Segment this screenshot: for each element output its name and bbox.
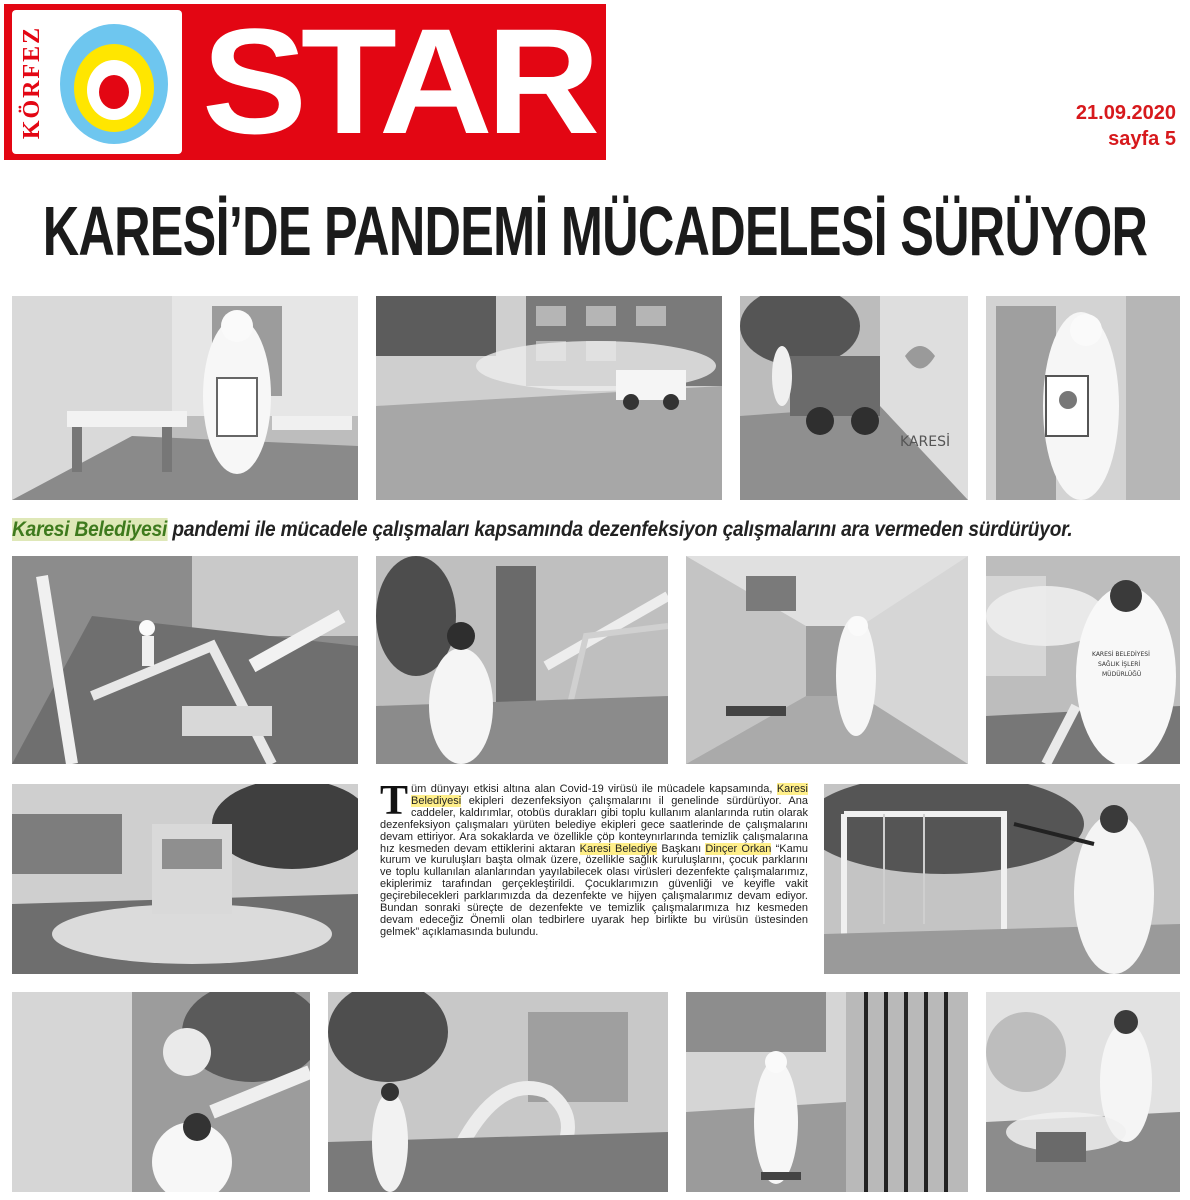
caption-highlight: Karesi Belediyesi bbox=[12, 518, 168, 541]
article-text-1: üm dünyayı etkisi altına alan Covid-19 virüsü ile mücadele kapsamında, bbox=[411, 783, 777, 795]
issue-date: 21.09.2020 bbox=[1075, 102, 1176, 124]
photo-street-spraying bbox=[376, 296, 722, 500]
article-highlight-2: Karesi Belediye bbox=[579, 842, 658, 855]
photo-truck-spraying bbox=[740, 296, 968, 500]
article-highlight-3: Dinçer Orkan bbox=[705, 842, 772, 855]
vest-text-line2: SAĞLIK İŞLERİ bbox=[1098, 661, 1141, 668]
photo-restroom-disinfection bbox=[986, 296, 1180, 500]
masthead-brand: STAR bbox=[202, 0, 594, 165]
photo-corridor-disinfection bbox=[686, 556, 968, 764]
photo-wall-sign-text: KARESİ bbox=[900, 434, 951, 450]
masthead-banner bbox=[4, 0, 606, 165]
photo-playground-spiral-slide bbox=[328, 992, 668, 1192]
logo-egg-icon bbox=[54, 18, 174, 146]
photo-fence-spraying bbox=[686, 992, 968, 1192]
masthead-vertical-brand: KÖRFEZ bbox=[19, 25, 46, 139]
issue-page: sayfa 5 bbox=[1108, 128, 1176, 150]
photo-staff-vest bbox=[986, 556, 1180, 764]
article-body bbox=[380, 778, 808, 939]
photo-playground-worker bbox=[376, 556, 668, 764]
photo-caption bbox=[12, 518, 1077, 542]
vest-text-line3: MÜDÜRLÜĞÜ bbox=[1102, 671, 1142, 678]
photo-water-truck bbox=[12, 784, 358, 974]
article-highlight-1: Karesi Belediyesi bbox=[411, 783, 808, 807]
photo-exercise-equipment bbox=[986, 992, 1180, 1192]
photo-office-disinfection bbox=[12, 296, 358, 500]
headline-text: KARESİ’DE PANDEMİ MÜCADELESİ SÜRÜYOR bbox=[42, 192, 1148, 270]
caption-text: pandemi ile mücadele çalışmaları kapsamında dezenfeksiyon çalışmalarını ara vermeden sürdürüyor. bbox=[167, 518, 1073, 541]
headline bbox=[0, 186, 1190, 276]
article-dropcap: T bbox=[380, 778, 409, 824]
photo-slide-worker bbox=[12, 992, 310, 1192]
photo-swing-spraying bbox=[824, 784, 1180, 974]
vest-text-line1: KARESİ BELEDİYESİ bbox=[1092, 651, 1150, 658]
photo-playground-slide bbox=[12, 556, 358, 764]
article-text-3: Başkanı bbox=[657, 842, 706, 855]
article-text-4: “Kamu kurum ve kuruluşları başta olmak üzere, özellikle sağlık kuruluşlarını, çocuk parklarını ve toplu kullanılan alanlarından yayılabilecek olası virüsleri dezenfekte çalışmalarımız, ekiplerimiz tarafından gerçekleştirildi. Çocuklarımızın güvenliği ve keyifle vakit geçirebilecekleri parklarımızda da dezenfekte ve hijyen çalışmalarımız devam ediyor. Bundan sonraki süreçte de dezenfekte ve temizlik çalışmalarımıza hız kesmeden devam edeceğiz Önemli olan tedbirlere uyarak hep birlikte bu virüsün üstesinden gelmek” açıklamasında bulundu. bbox=[380, 842, 808, 938]
article-text-2: ekipleri dezenfeksiyon çalışmalarını il genelinde sürdürüyor. Ana caddeler, kaldırımlar, otobüs durakları gibi toplu kullanım alanlarında rutin olarak dezenfeksiyon çalışmaları yürüten belediye ekipleri gece saatlerinde de çalışmalarını devam ettiriyor. Ara sokaklarda ve özellikle çöp konteynırlarında temizlik çalışmalarına hız kesmeden devam ettiklerini aktaran bbox=[380, 794, 808, 855]
logo-badge bbox=[12, 10, 182, 154]
